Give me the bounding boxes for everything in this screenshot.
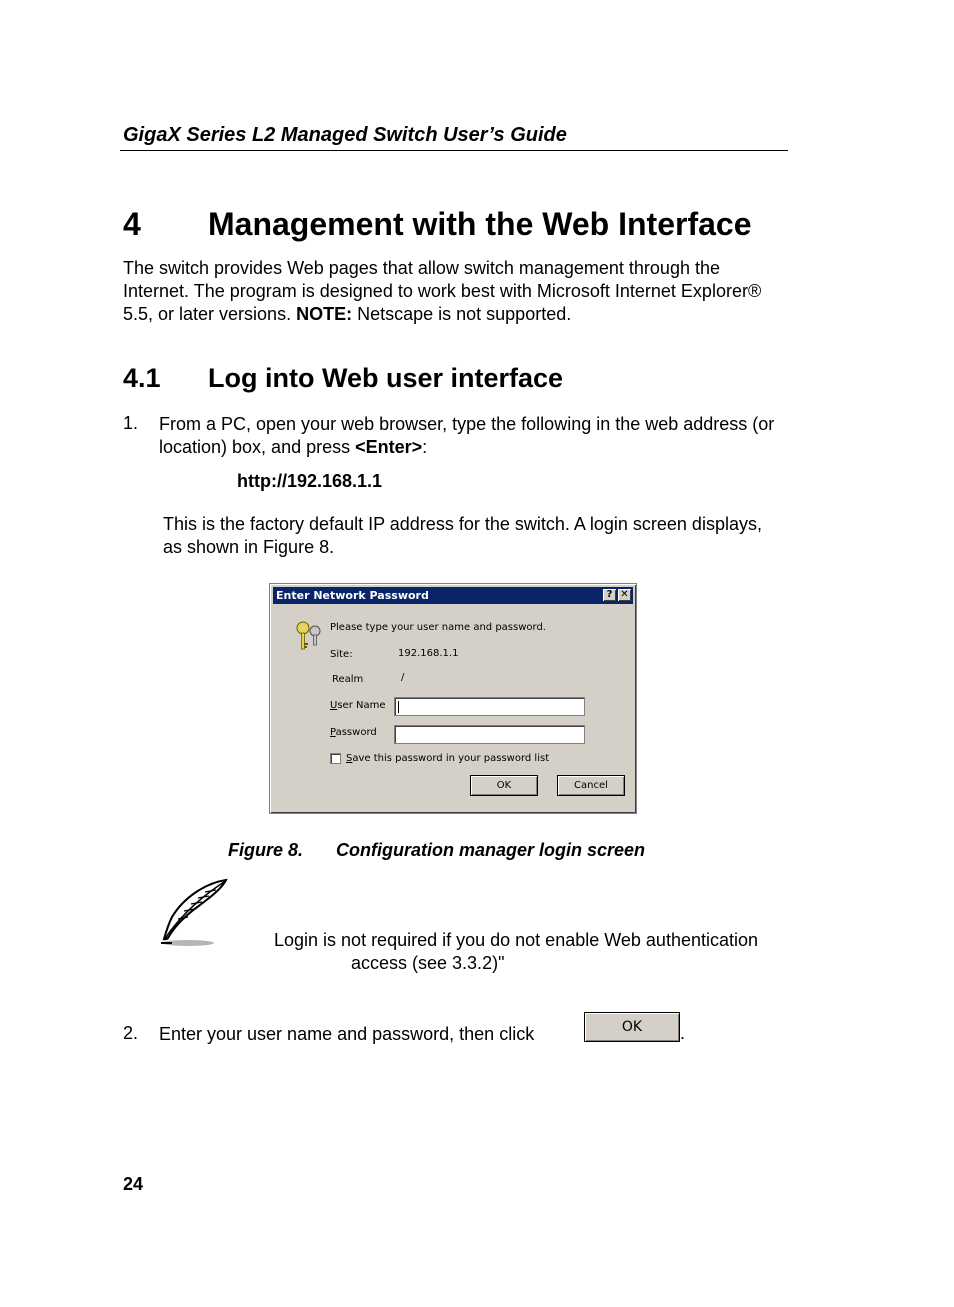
dialog-prompt: Please type your user name and password.	[330, 622, 546, 633]
password-accel: P	[330, 727, 336, 738]
step-1-followup: This is the factory default IP address for the switch. A login screen displays, as shown in Figure 8.	[163, 514, 762, 557]
section-title-text: Log into Web user interface	[208, 363, 564, 393]
password-label	[330, 727, 377, 738]
site-value: 192.168.1.1	[398, 648, 459, 659]
chapter-number: 4	[123, 206, 141, 242]
intro-note-label: NOTE:	[296, 304, 353, 324]
figure-caption-text: Configuration manager login screen	[336, 840, 646, 860]
step-1-text	[159, 413, 779, 459]
cancel-button[interactable]: Cancel	[557, 775, 625, 796]
figure-caption	[228, 840, 645, 861]
section-title	[123, 363, 563, 394]
close-button[interactable]: ✕	[618, 589, 631, 601]
step-1-suffix: :	[422, 437, 428, 457]
password-label-text: assword	[335, 727, 377, 738]
password-input[interactable]	[394, 725, 585, 744]
page-number: 24	[123, 1174, 144, 1194]
realm-value: /	[401, 672, 405, 683]
dialog-title-bar	[273, 587, 633, 604]
save-password-text: ave this password in your password list	[352, 753, 550, 764]
chapter-title-text: Management with the Web Interface	[208, 206, 752, 242]
text-caret	[398, 701, 399, 713]
section-number: 4.1	[123, 363, 161, 393]
login-dialog	[269, 583, 637, 814]
enter-key: <Enter>	[355, 437, 423, 457]
ok-button[interactable]: OK	[470, 775, 538, 796]
save-password-checkbox[interactable]	[330, 753, 341, 764]
header-rule	[120, 150, 788, 151]
intro-text: The switch provides Web pages that allow switch management through the Internet. The program is designed to work best with Microsoft Internet Explorer® 5.5, or later versions.	[123, 258, 762, 324]
step-2-suffix: .	[680, 1023, 686, 1043]
step-1-number: 1.	[123, 413, 139, 433]
feather-pen-icon	[158, 877, 230, 949]
user-name-label	[330, 700, 385, 711]
ok-button-image: OK	[584, 1012, 680, 1042]
save-accel: S	[346, 753, 353, 764]
keys-icon	[292, 619, 326, 653]
running-header: GigaX Series L2 Managed Switch User’s Guide	[123, 124, 567, 146]
user-name-input[interactable]	[394, 697, 585, 716]
realm-label: Realm	[332, 674, 364, 685]
note-line-1: Login is not required if you do not enable Web authentication	[274, 930, 759, 950]
intro-paragraph	[123, 257, 783, 326]
chapter-title	[123, 206, 752, 243]
note-text	[274, 929, 794, 975]
step-2-number: 2.	[123, 1023, 139, 1043]
step-1-body: From a PC, open your web browser, type the following in the web address (or location) box, and press	[159, 414, 775, 457]
figure-label: Figure 8.	[228, 840, 304, 860]
intro-note-text: Netscape is not supported.	[352, 304, 572, 324]
note-line-2: access (see 3.3.2)"	[351, 953, 505, 973]
user-name-accel: U	[330, 700, 338, 711]
user-name-label-text: ser Name	[337, 700, 386, 711]
step-2-text: Enter your user name and password, then click	[159, 1024, 535, 1044]
help-button[interactable]: ?	[603, 589, 616, 601]
default-url: http://192.168.1.1	[237, 471, 383, 491]
site-label: Site:	[330, 649, 353, 660]
dialog-title: Enter Network Password	[276, 589, 429, 602]
save-password-label	[346, 753, 549, 764]
